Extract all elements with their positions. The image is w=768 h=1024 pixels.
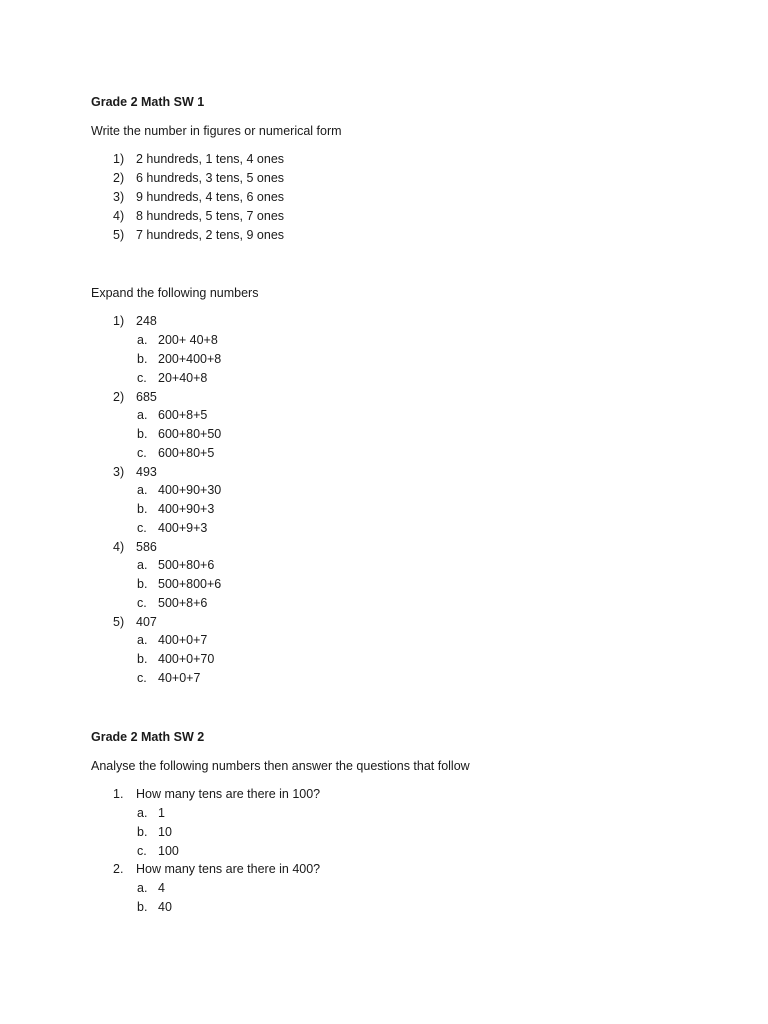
sw1-title: Grade 2 Math SW 1 xyxy=(91,95,205,109)
list-marker: 4) xyxy=(113,209,125,223)
option-marker: c. xyxy=(137,596,147,610)
expand-instruction: Expand the following numbers xyxy=(91,286,259,300)
option-marker: a. xyxy=(137,558,148,572)
option-text: 400+9+3 xyxy=(158,521,208,535)
option-marker: a. xyxy=(137,806,148,820)
option-marker: a. xyxy=(137,483,148,497)
option-marker: c. xyxy=(137,521,147,535)
item-text: 9 hundreds, 4 tens, 6 ones xyxy=(136,190,285,204)
list-marker: 3) xyxy=(113,190,125,204)
option-text: 600+80+5 xyxy=(158,446,215,460)
option-text: 10 xyxy=(158,825,172,839)
list-marker: 4) xyxy=(113,540,125,554)
item-text: 7 hundreds, 2 tens, 9 ones xyxy=(136,228,285,242)
sw2-instruction: Analyse the following numbers then answer the questions that follow xyxy=(91,759,470,773)
list-marker: 1) xyxy=(113,314,125,328)
item-text: 6 hundreds, 3 tens, 5 ones xyxy=(136,171,285,185)
item-text: 2 hundreds, 1 tens, 4 ones xyxy=(136,152,285,166)
option-text: 40 xyxy=(158,900,172,914)
option-text: 4 xyxy=(158,881,165,895)
item-text: 493 xyxy=(136,465,157,479)
option-text: 500+800+6 xyxy=(158,577,222,591)
option-marker: b. xyxy=(137,900,148,914)
question-text: How many tens are there in 400? xyxy=(136,862,321,876)
item-text: 407 xyxy=(136,615,157,629)
option-text: 400+90+3 xyxy=(158,502,215,516)
option-marker: a. xyxy=(137,333,148,347)
list-marker: 2. xyxy=(113,862,124,876)
item-text: 586 xyxy=(136,540,157,554)
option-text: 200+400+8 xyxy=(158,352,222,366)
option-text: 600+8+5 xyxy=(158,408,208,422)
option-marker: b. xyxy=(137,427,148,441)
option-marker: a. xyxy=(137,633,148,647)
option-marker: c. xyxy=(137,446,147,460)
option-text: 400+0+7 xyxy=(158,633,208,647)
option-text: 1 xyxy=(158,806,165,820)
option-text: 400+90+30 xyxy=(158,483,222,497)
option-text: 600+80+50 xyxy=(158,427,222,441)
sw2-title: Grade 2 Math SW 2 xyxy=(91,730,205,744)
item-text: 8 hundreds, 5 tens, 7 ones xyxy=(136,209,285,223)
list-marker: 5) xyxy=(113,228,125,242)
option-marker: a. xyxy=(137,881,148,895)
question-text: How many tens are there in 100? xyxy=(136,787,321,801)
option-text: 500+80+6 xyxy=(158,558,215,572)
option-text: 200+ 40+8 xyxy=(158,333,218,347)
option-marker: c. xyxy=(137,371,147,385)
list-marker: 3) xyxy=(113,465,125,479)
option-marker: a. xyxy=(137,408,148,422)
option-text: 400+0+70 xyxy=(158,652,215,666)
item-text: 248 xyxy=(136,314,157,328)
option-marker: b. xyxy=(137,652,148,666)
option-text: 40+0+7 xyxy=(158,671,201,685)
list-marker: 2) xyxy=(113,171,125,185)
option-marker: b. xyxy=(137,825,148,839)
list-marker: 1. xyxy=(113,787,124,801)
option-marker: c. xyxy=(137,671,147,685)
sw1-instruction: Write the number in figures or numerical form xyxy=(91,124,342,138)
option-marker: b. xyxy=(137,577,148,591)
list-marker: 1) xyxy=(113,152,125,166)
option-text: 500+8+6 xyxy=(158,596,208,610)
option-marker: b. xyxy=(137,352,148,366)
item-text: 685 xyxy=(136,390,157,404)
option-marker: c. xyxy=(137,844,147,858)
list-marker: 5) xyxy=(113,615,125,629)
list-marker: 2) xyxy=(113,390,125,404)
option-text: 20+40+8 xyxy=(158,371,208,385)
option-marker: b. xyxy=(137,502,148,516)
option-text: 100 xyxy=(158,844,179,858)
